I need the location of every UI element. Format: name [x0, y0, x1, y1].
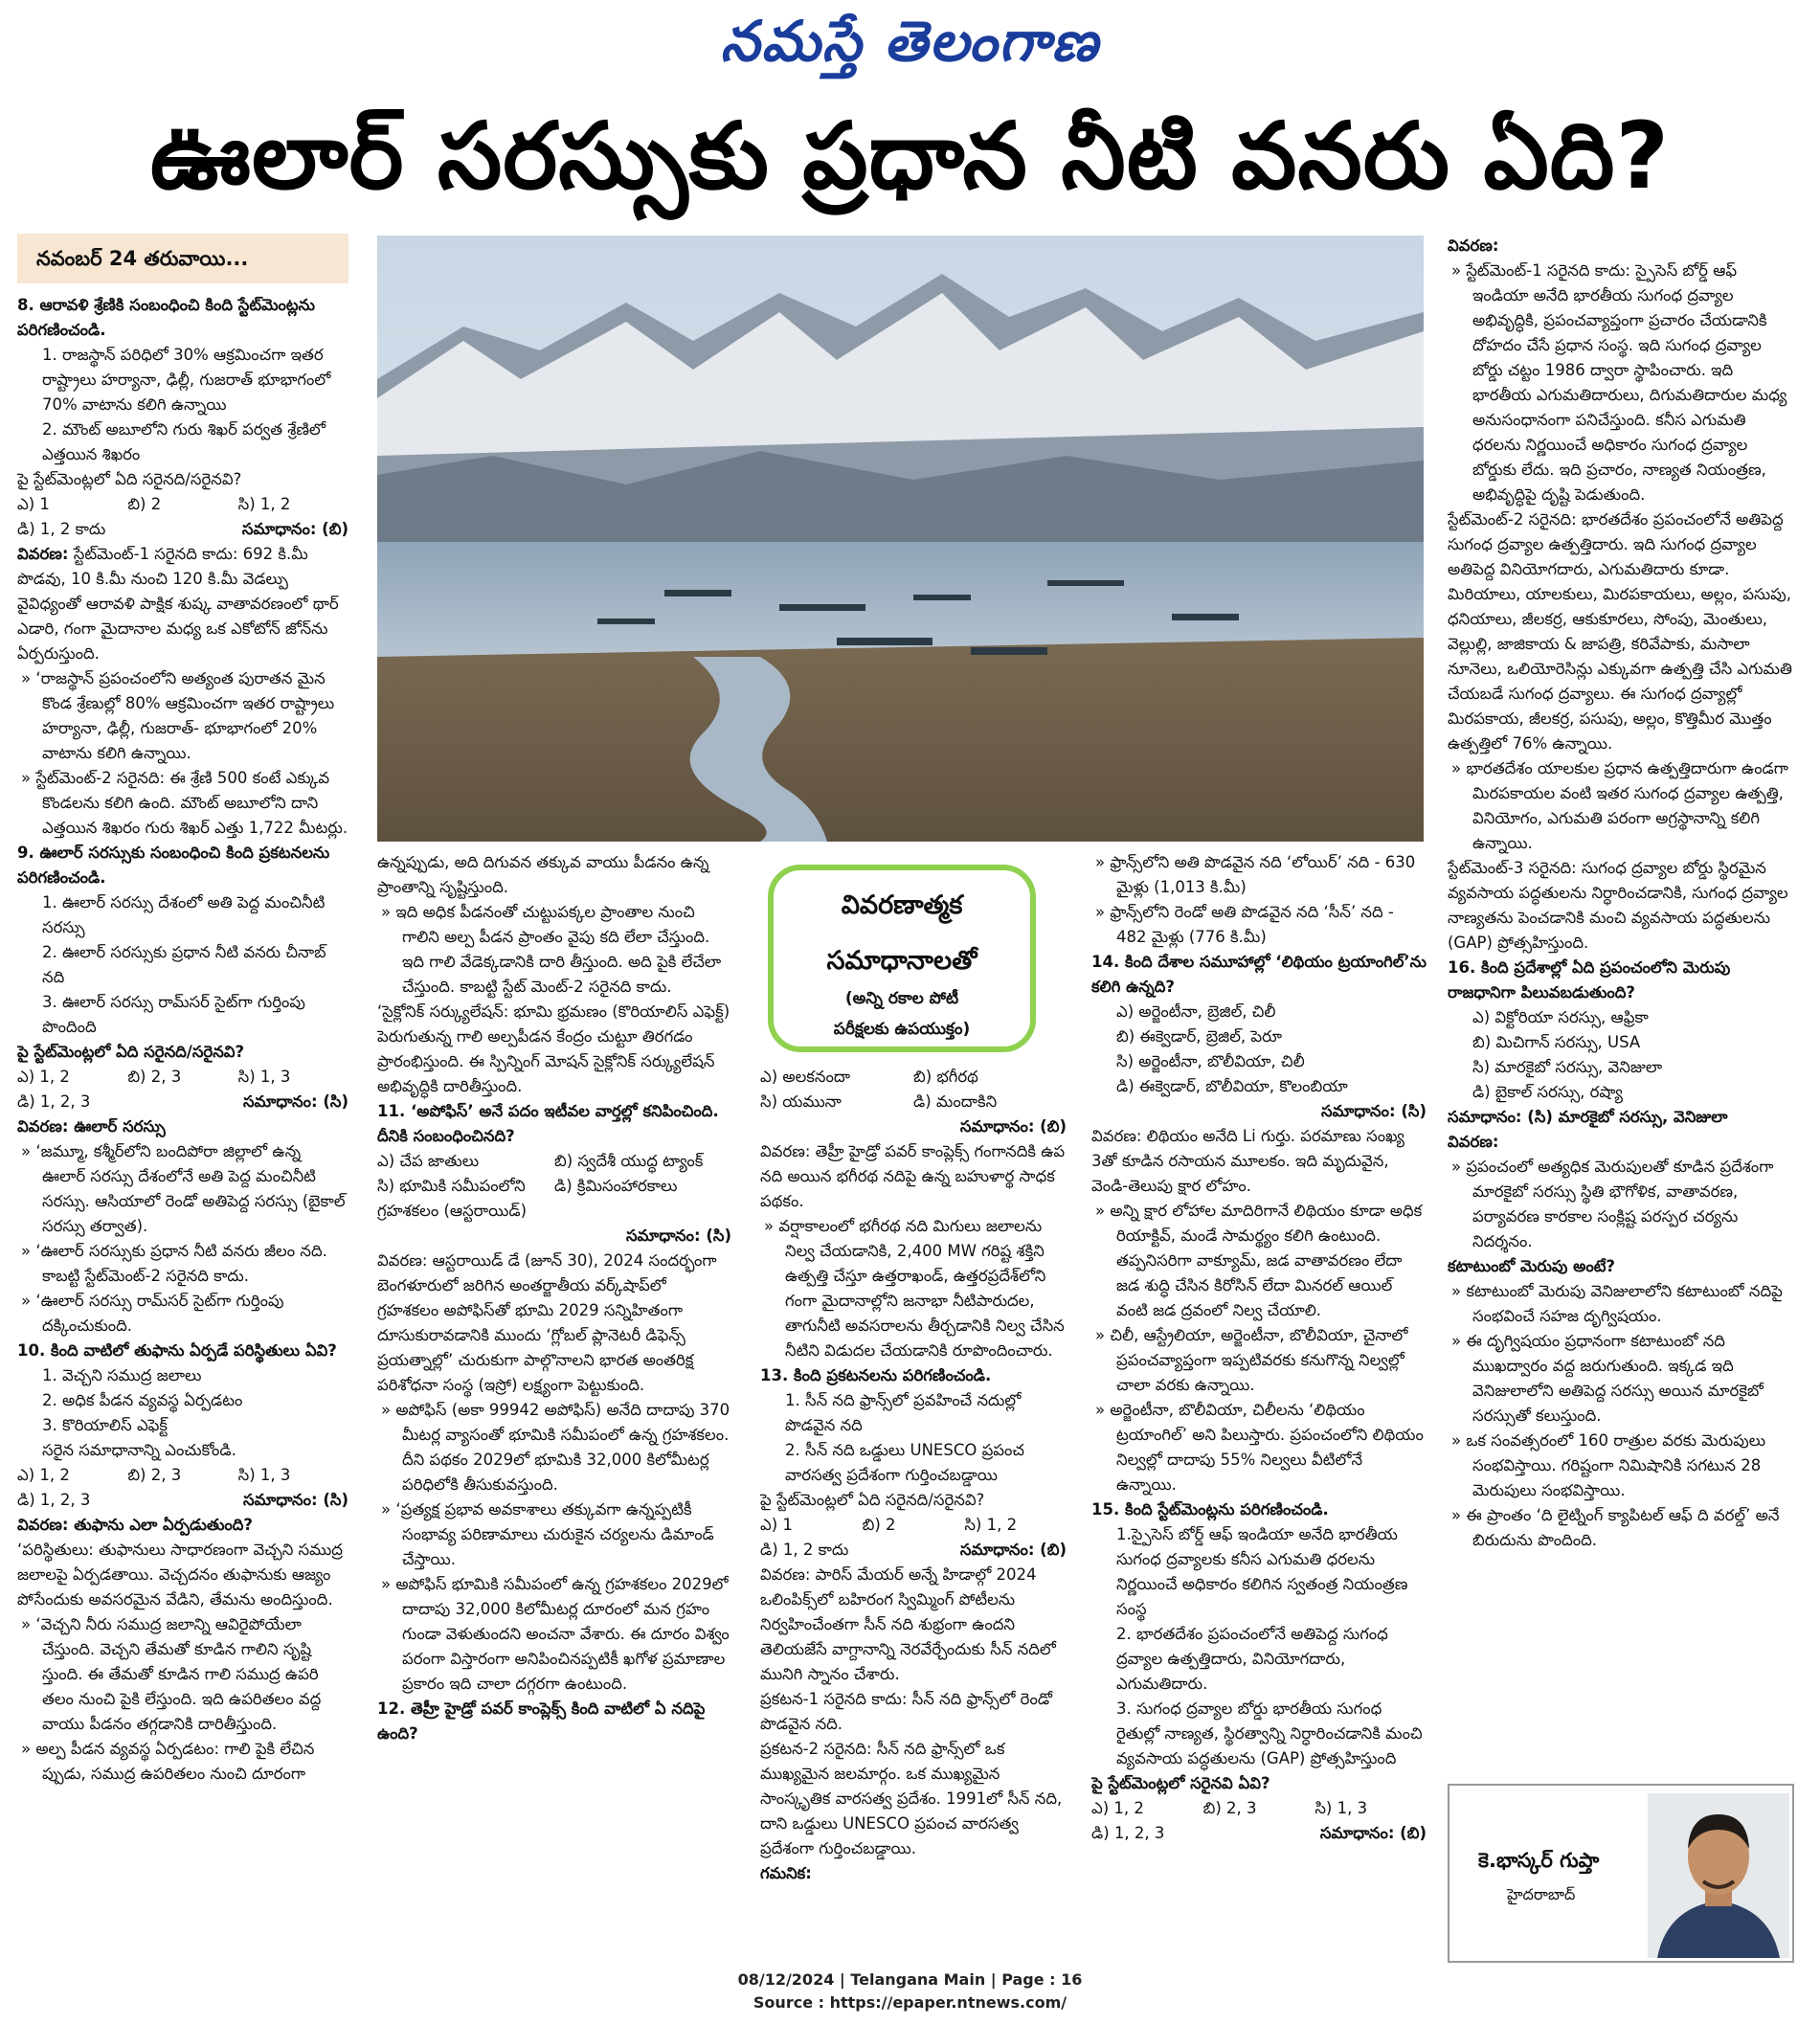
explanation-13-text-2: ప్రకటన-1 సరైనది కాదు: సీన్ నది ఫ్రాన్స్‌లో రెండో పొడవైన నది. — [760, 1690, 1052, 1733]
option-a: ఎ) 1 — [17, 495, 50, 513]
explanation-13-note: గమనిక: — [760, 1864, 812, 1882]
bullet-text: ‘జమ్మూ, కశ్మీర్‌లోని బందిపోరా జిల్లాలో ఉన్న ఊలార్ సరస్సు దేశంలోనే అతి పెద్ద మంచినీటి సరస్సు. ఆసియాలో రెండో అతిపెద్ద సరస్సు (బైకాల్ సరస్సు తర్వాత). — [35, 1142, 346, 1235]
option-c: సి) అర్జెంటీనా, బొలీవియా, చిలీ — [1116, 1052, 1305, 1070]
bullet-text: ప్రపంచంలో అత్యధిక మెరుపులతో కూడిన ప్రదేశంగా మారకైబో సరస్సు స్థితి భౌగోళిక, వాతావరణ, పర్యావరణ కారకాల సంక్లిష్ట పరస్పర చర్యను నిదర్శనం. — [1466, 1158, 1774, 1250]
answer: సమాధానం: (సి) — [243, 1491, 348, 1509]
column-4 — [1091, 850, 1427, 1961]
column-3 — [760, 1065, 1067, 1961]
bullet-text: స్టేట్‌మెంట్-2 సరైనది: ఈ శ్రేణి 500 కంటే ఎక్కువ కొండలను కలిగి ఉంది. మౌంట్ అబూలోని దాని ఎత్తయిన శిఖరం గురు శిఖర్ ఎత్తు 1,722 మీటర్లు. — [35, 769, 348, 837]
footer-source-line: Source : https://epaper.ntnews.com/ — [753, 1993, 1067, 2012]
question-10-statement-1: 1. వెచ్చని సముద్ర జలాలు — [42, 1366, 202, 1384]
question-15-answer-row — [1091, 1821, 1427, 1846]
col2-bullet-1: » ఇది అధిక పీడనంతో చుట్టుపక్కల ప్రాంతాల నుంచి గాలిని అల్ప పీడన ప్రాంతం వైపు కది లేలా చేస్తుంది. ఇది గాలి వేడెక్కడానికి దారి తీస్తుంది. అది పైకి లేచేలా చేస్తుంది. కాబట్టి స్టేట్ మెంట్-2 సరైనది కాదు. — [381, 903, 722, 996]
author-name: కె.భాస్కర్ గుప్తా — [1478, 1849, 1600, 1872]
footer-edition-line: 08/12/2024 | Telangana Main | Page : 16 — [737, 1970, 1083, 1989]
avatar — [1648, 1793, 1789, 1958]
question-10-title: 10. కింది వాటిలో తుఫాను ఏర్పడే పరిస్థితులు ఏవి? — [17, 1341, 337, 1360]
explanation-11-bullet-2: » ‘ప్రత్యక్ష ప్రభావ అవకాశాలు తక్కువగా ఉన్నప్పటికీ సంభావ్య పరిణామాలు చురుకైన చర్యలను డిమాండ్ చేస్తాయి. — [381, 1500, 714, 1568]
question-8-title: 8. ఆరావళి శ్రేణికి సంబంధించి కింది స్టేట్‌మెంట్లను పరిగణించండి. — [17, 296, 315, 339]
explanation-16-bullet-1: » ప్రపంచంలో అత్యధిక మెరుపులతో కూడిన ప్రదేశంగా మారకైబో సరస్సు స్థితి భౌగోళిక, వాతావరణ, పర్యావరణ కారకాల సంక్లిష్ట పరస్పర చర్యను నిదర్శనం. — [1451, 1158, 1774, 1250]
option-d: డి) 1, 2, 3 — [17, 1491, 91, 1509]
option-c: సి) 1, 3 — [1314, 1799, 1368, 1817]
option-d: డి) 1, 2, 3 — [1091, 1824, 1165, 1842]
question-8-options — [17, 492, 348, 517]
question-15-statement-2: 2. భారతదేశం ప్రపంచంలోనే అతిపెద్ద సుగంధ ద్రవ్యాల ఉత్పత్తిదారు, వినియోగదారు, ఎగుమతిదారు. — [1116, 1625, 1388, 1693]
explanation-10-lead: వివరణ: తుఫాను ఎలా ఏర్పడుతుంది? — [17, 1516, 253, 1534]
explanation-lead: వివరణ: — [17, 545, 69, 563]
col2-text-1: ఉన్నప్పుడు, అది దిగువన తక్కువ వాయు పీడనం ఉన్న ప్రాంతాన్ని సృష్టిస్తుంది. — [377, 853, 709, 896]
bullet-text: ‘వెచ్చని నీరు సముద్ర జలాన్ని ఆవిరైపోయేలా చేస్తుంది. వెచ్చని తేమతో కూడిన గాలిని సృష్టి స్తుంది. ఈ తేమతో కూడిన గాలి సముద్ర ఉపరి తలం నుంచి పైకి లేస్తుంది. ఇది ఉపరితలం వద్ద వాయు పీడనం తగ్గడానికి దారితీస్తుంది. — [35, 1615, 322, 1733]
bullet-text: ఈ దృగ్విషయం ప్రధానంగా కటాటుంబో నది ముఖద్వారం వద్ద జరుగుతుంది. ఇక్కడ ఇది వెనిజులాలోని అతిపెద్ద సరస్సు అయిన మారకైబో సరస్సుతో కలుస్తుంది. — [1466, 1332, 1764, 1425]
bubble-line-1: వివరణాత్మక — [841, 890, 963, 920]
option-b: బి) భగీరథ — [913, 1068, 978, 1086]
option-d: డి) 1, 2 కాదు — [760, 1541, 849, 1559]
author-portrait-icon — [1648, 1793, 1789, 1958]
option-d: డి) 1, 2 కాదు — [17, 520, 106, 538]
explanation-16-bullet-3: » ఈ దృగ్విషయం ప్రధానంగా కటాటుంబో నది ముఖద్వారం వద్ద జరుగుతుంది. ఇక్కడ ఇది వెనిజులాలోని అతిపెద్ద సరస్సు అయిన మారకైబో సరస్సుతో కలుస్తుంది. — [1451, 1332, 1764, 1425]
question-16-title: 16. కింది ప్రదేశాల్లో ఏది ప్రపంచంలోని మెరుపు రాజధానిగా పిలువబడుతుంది? — [1448, 958, 1731, 1001]
question-8-statement-2: 2. మౌంట్ అబూలోని గురు శిఖర్ పర్వత శ్రేణిలో ఎత్తయిన శిఖరం — [42, 420, 326, 463]
question-15-statement-3: 3. సుగంధ ద్రవ్యాల బోర్డు భారతీయ సుగంధ రైతుల్లో నాణ్యత, స్థిరత్వాన్ని నిర్ధారించడానికి మంచి వ్యవసాయ పద్ధతులను (GAP) ప్రోత్సహిస్తుంది — [1116, 1699, 1423, 1767]
option-d: డి) బైకాల్ సరస్సు, రష్యా — [1472, 1083, 1623, 1101]
option-d: డి) క్రిమిసంహారకాలు — [554, 1177, 678, 1195]
answer: సమాధానం: (బి) — [959, 1117, 1067, 1136]
option-b: బి) స్వదేశీ యుద్ధ ట్యాంక్ — [554, 1152, 704, 1170]
question-13-answer-row — [760, 1538, 1067, 1563]
bullet-text: భారతదేశం యాలకుల ప్రధాన ఉత్పత్తిదారుగా ఉండగా మిరపకాయల వంటి ఇతర సుగంధ ద్రవ్యాల ఉత్పత్తి, వినియోగం, ఎగుమతి పరంగా అగ్రస్థానాన్ని కలిగి ఉన్నాయి. — [1466, 759, 1788, 852]
explanation-8-bullet-2: » స్టేట్‌మెంట్-2 సరైనది: ఈ శ్రేణి 500 కంటే ఎక్కువ కొండలను కలిగి ఉంది. మౌంట్ అబూలోని దాని ఎత్తయిన శిఖరం గురు శిఖర్ ఎత్తు 1,722 మీటర్లు. — [21, 769, 348, 837]
explanation-14-bullet-3: » అర్జెంటీనా, బొలీవియా, చిలీలను ‘లిథియం ట్రయాంగిల్’ అని పిలుస్తారు. ప్రపంచంలోని లిథియం నిల్వల్లో దాదాపు 55% నిల్వలు వీటిలోనే ఉన్నాయి. — [1095, 1401, 1424, 1494]
question-9-statement-2: 2. ఊలార్ సరస్సుకు ప్రధాన నీటి వనరు చీనాబ్ నది — [42, 943, 326, 986]
question-15-statement-1: 1.స్పైసెస్ బోర్డ్ ఆఫ్ ఇండియా అనేది భారతీయ సుగంధ ద్రవ్యాలకు కనీస ఎగుమతి ధరలను నిర్ణయించే అధికారం కలిగిన స్వతంత్ర నియంత్రణ సంస్థ — [1116, 1525, 1408, 1618]
option-c: సి) భూమికి సమీపంలోని గ్రహశకలం (ఆస్టరాయిడ్) — [377, 1177, 528, 1220]
bullet-text: ‘ఊలార్ సరస్సుకు ప్రధాన నీటి వనరు జీలం నది. కాబట్టి స్టేట్‌మెంట్-2 సరైనది కాదు. — [35, 1242, 327, 1285]
option-b: బి) 2 — [127, 495, 162, 513]
column-5 — [1448, 234, 1792, 1775]
explanation-11-text: వివరణ: ఆస్టరాయిడ్ డే (జూన్ 30), 2024 సందర్భంగా బెంగళూరులో జరిగిన అంతర్జాతీయ వర్క్‌షాప్‌లో గ్రహశకలం అపోఫిస్‌తో భూమి 2029 సన్నిహితంగా దూసుకురావడానికి ముందు ‘గ్లోబల్ ప్లానెటరీ డిఫెన్స్ ప్రయత్నాల్లో’ చురుకుగా పాల్గొనాలని భారత అంతరిక్ష పరిశోధనా సంస్థ (ఇస్రో) లక్ష్యంగా పెట్టుకుంది. — [377, 1251, 717, 1394]
question-10-answer-row — [17, 1488, 348, 1513]
question-10-ask: సరైన సమాధానాన్ని ఎంచుకోండి. — [42, 1441, 236, 1459]
option-c: సి) యమునా — [760, 1092, 842, 1111]
explanation-12-bullet-1: » వర్షాకాలంలో భగీరథ నది మిగులు జలాలను నిల్వ చేయడానికి, 2,400 MW గరిష్ట శక్తిని ఉత్పత్తి చేస్తూ ఉత్తరాఖండ్, ఉత్తరప్రదేశ్‌లోని గంగా మైదానాల్లోని జనాభా నీటిపారుదల, తాగునీటి అవసరాలను తీర్చడానికి నిల్వ చేసిన నీటిని విడుదల చేయడానికి రూపొందించారు. — [764, 1217, 1065, 1360]
explanation-10-bullet-1: » ‘వెచ్చని నీరు సముద్ర జలాన్ని ఆవిరైపోయేలా చేస్తుంది. వెచ్చని తేమతో కూడిన గాలిని సృష్టి స్తుంది. ఈ తేమతో కూడిన గాలి సముద్ర ఉపరి తలం నుంచి పైకి లేస్తుంది. ఇది ఉపరితలం వద్ద వాయు పీడనం తగ్గడానికి దారితీస్తుంది. — [21, 1615, 322, 1733]
question-13-options — [760, 1513, 1067, 1538]
explanation-12-text: వివరణ: తెహ్రీ హైడ్రో పవర్ కాంప్లెక్స్ గంగానదికి ఉప నది అయిన భగీరథ నదిపై ఉన్న బహుళార్థ సాధక పథకం. — [760, 1142, 1066, 1210]
question-15-options — [1091, 1796, 1427, 1821]
explanation-16-bullet-2: » కటాటుంబో మెరుపు వెనిజులాలోని కటాటుంబో నదిపై సంభవించే సహజ దృగ్విషయం. — [1451, 1282, 1783, 1325]
option-c: సి) 1, 3 — [237, 1466, 291, 1484]
answer: సమాధానం: (బి) — [959, 1541, 1067, 1559]
answer: సమాధానం: (సి) — [626, 1226, 731, 1245]
option-b: బి) 2, 3 — [1202, 1799, 1257, 1817]
explanation-15-bullet-2: » భారతదేశం యాలకుల ప్రధాన ఉత్పత్తిదారుగా ఉండగా మిరపకాయల వంటి ఇతర సుగంధ ద్రవ్యాల ఉత్పత్తి, వినియోగం, ఎగుమతి పరంగా అగ్రస్థానాన్ని కలిగి ఉన్నాయి. — [1451, 759, 1788, 852]
bullet-text: ఫ్రాన్స్‌లోని రెండో అతి పొడవైన నది ‘సీన్’ నది - 482 మైళ్లు (776 కి.మీ) — [1110, 903, 1394, 946]
explanation-8-text: స్టేట్‌మెంట్-1 సరైనది కాదు: 692 కి.మీ పొడవు, 10 కి.మీ నుంచి 120 కి.మీ వెడల్పు వైవిధ్యంతో ఆరావళి పాక్షిక శుష్క వాతావరణంలో థార్ ఎడారి, గంగా మైదానాల మధ్య ఒక ఎకోటోన్ జోన్‌ను ఏర్పరుస్తుంది. — [17, 545, 339, 663]
explanation-10-text: ‘పరిస్థితులు: తుఫానులు సాధారణంగా వెచ్చని సముద్ర జలాలపై ఏర్పడతాయి. వెచ్చదనం తుఫానుకు ఆజ్యం పోసేందుకు అవసరమైన వేడిని, తేమను అందిస్తుంది. — [17, 1541, 343, 1609]
bubble-line-4: పరీక్షలకు ఉపయుక్తం) — [833, 1020, 971, 1039]
col4-bullet-1: » ఫ్రాన్స్‌లోని అతి పొడవైన నది ‘లోయిర్’ నది - 630 మైళ్లు (1,013 కి.మీ) — [1095, 853, 1416, 896]
explanation-16-heading: కటాటుంబో మెరుపు అంటే? — [1448, 1257, 1616, 1275]
question-9-title: 9. ఊలార్ సరస్సుకు సంబంధించి కింది ప్రకటనలను పరిగణించండి. — [17, 844, 330, 887]
question-9-answer-row — [17, 1090, 348, 1114]
question-8-answer-row — [17, 517, 348, 542]
option-a: ఎ) అర్జెంటీనా, బ్రెజిల్, చిలీ — [1116, 1002, 1276, 1021]
question-9-ask: పై స్టేట్‌మెంట్లలో ఏది సరైనది/సరైనవి? — [17, 1043, 245, 1061]
explanation-15-lead: వివరణ: — [1448, 236, 1499, 255]
bullet-text: ఈ ప్రాంతం ‘ది లైట్నింగ్ క్యాపిటల్ ఆఫ్ ది వరల్డ్’ అనే బిరుదును పొందింది. — [1466, 1506, 1780, 1549]
option-c: సి) 1, 3 — [237, 1068, 291, 1086]
option-d: డి) మందాకిని — [913, 1092, 998, 1111]
option-a: ఎ) 1 — [760, 1516, 793, 1534]
explanation-11-bullet-3: » అపోఫిస్ భూమికి సమీపంలో ఉన్న గ్రహశకలం 2029లో దాదాపు 32,000 కిలోమీటర్ల దూరంలో మన గ్రహం గుండా వెళుతుందని అంచనా వేశారు. ఈ దూరం విశ్వం పరంగా విస్తారంగా అనిపించినప్పటికీ ఖగోళ ప్రమాణాల ప్రకారం ఇది చాలా దగ్గరగా ఉంటుంది. — [381, 1575, 730, 1693]
explanation-16-bullet-4: » ఒక సంవత్సరంలో 160 రాత్రుల వరకు మెరుపులు సంభవిస్తాయి. గరిష్టంగా నిమిషానికి సగటున 28 మెరుపులు సంభవిస్తాయి. — [1451, 1431, 1766, 1499]
explanation-14-bullet-2: » చిలీ, ఆస్ట్రేలియా, అర్జెంటీనా, బొలీవియా, చైనాలో ప్రపంచవ్యాప్తంగా ఇప్పటివరకు కనుగొన్న నిల్వల్లో చాలా వరకు ఉన్నాయి. — [1095, 1326, 1408, 1394]
lake-photo — [377, 236, 1424, 842]
option-b: బి) 2 — [862, 1516, 896, 1534]
col4-bullet-2: » ఫ్రాన్స్‌లోని రెండో అతి పొడవైన నది ‘సీన్’ నది - 482 మైళ్లు (776 కి.మీ) — [1095, 903, 1394, 946]
option-c: సి) మారకైబో సరస్సు, వెనిజులా — [1472, 1058, 1663, 1076]
explanation-16-bullet-5: » ఈ ప్రాంతం ‘ది లైట్నింగ్ క్యాపిటల్ ఆఫ్ ది వరల్డ్’ అనే బిరుదును పొందింది. — [1451, 1506, 1780, 1549]
question-14-title: 14. కింది దేశాల సమూహాల్లో ‘లిథియం ట్రయాంగిల్’ను కలిగి ఉన్నది? — [1091, 953, 1427, 996]
option-b: బి) ఈక్వెడార్, బ్రెజిల్, పెరూ — [1116, 1027, 1282, 1046]
bullet-text: ఫ్రాన్స్‌లోని అతి పొడవైన నది ‘లోయిర్’ నది - 630 మైళ్లు (1,013 కి.మీ) — [1110, 853, 1416, 896]
explanation-13-text-3: ప్రకటన-2 సరైనది: సీన్ నది ఫ్రాన్స్‌లో ఒక ముఖ్యమైన జలమార్గం. ఒక ముఖ్యమైన సాంస్కృతిక వారసత్వ ప్రదేశం. 1991లో సీన్ నది, దాని ఒడ్డులు UNESCO ప్రపంచ వారసత్వ ప్రదేశంగా గుర్తించబడ్డాయి. — [760, 1740, 1063, 1857]
option-a: ఎ) విక్టోరియా సరస్సు, ఆఫ్రికా — [1472, 1008, 1649, 1026]
option-a: ఎ) 1, 2 — [17, 1466, 70, 1484]
bullet-text: వర్షాకాలంలో భగీరథ నది మిగులు జలాలను నిల్వ చేయడానికి, 2,400 MW గరిష్ట శక్తిని ఉత్పత్తి చేస్తూ ఉత్తరాఖండ్, ఉత్తరప్రదేశ్‌లోని గంగా మైదానాల్లోని జనాభా నీటిపారుదల, తాగునీటి అవసరాలను తీర్చడానికి నిల్వ చేసిన నీటిని విడుదల చేయడానికి రూపొందించారు. — [778, 1217, 1065, 1360]
explanation-14-bullet-1: » అన్ని క్షార లోహాల మాదిరిగానే లిథియం కూడా అధిక రియాక్టివ్, మండే సామర్థ్యం కలిగి ఉంటుంది. తప్పనిసరిగా వాక్యూమ్, జడ వాతావరణం లేదా జడ శుద్ధి చేసిన కిరోసిన్ లేదా మినరల్ ఆయిల్ వంటి జడ ద్రవంలో నిల్వ చేయాలి. — [1095, 1202, 1423, 1319]
question-10-options — [17, 1463, 348, 1488]
option-a: ఎ) 1, 2 — [1091, 1799, 1144, 1817]
question-9-statement-1: 1. ఊలార్ సరస్సు దేశంలో అతి పెద్ద మంచినీటి సరస్సు — [42, 893, 326, 936]
explanation-15-bullet-1: » స్టేట్‌మెంట్-1 సరైనది కాదు: స్పైసెస్ బోర్డ్ ఆఫ్ ఇండియా అనేది భారతీయ సుగంధ ద్రవ్యాల అభివృద్ధికి, ప్రపంచవ్యాప్తంగా ప్రచారం చేయడానికి దోహదం చేసే ప్రధాన సంస్థ. ఇది సుగంధ ద్రవ్యాల బోర్డు చట్టం 1986 ద్వారా స్థాపించారు. ఇది భారతీయ ఎగుమతిదారులు, దిగుమతిదారుల మధ్య అనుసంధానంగా పనిచేస్తుంది. కనీస ఎగుమతి ధరలను నిర్ణయించే అధికారం సుగంధ ద్రవ్యాల బోర్డుకు లేదు. ఇది ప్రచారం, నాణ్యత నియంత్రణ, అభివృద్ధిపై దృష్టి పెడుతుంది. — [1451, 261, 1787, 504]
question-13-title: 13. కింది ప్రకటనలను పరిగణించండి. — [760, 1366, 992, 1384]
bullet-text: అపోఫిస్ (అకా 99942 అపోఫిస్) అనేది దాదాపు 370 మీటర్ల వ్యాసంతో భూమికి సమీపంలో ఉన్న గ్రహశకలం. దీని పథకం 2029లో భూమికి 32,000 కిలోమీటర్ల పరిధిలోకి తీసుకువస్తుంది. — [395, 1401, 730, 1494]
question-15-title: 15. కింది స్టేట్‌మెంట్లను పరిగణించండి. — [1091, 1500, 1329, 1519]
question-11-options — [377, 1149, 731, 1224]
page-footer — [0, 1969, 1820, 2014]
question-13-ask: పై స్టేట్‌మెంట్లలో ఏది సరైనది/సరైనవి? — [760, 1491, 985, 1509]
bullet-text: ‘రాజస్థాన్ ప్రపంచంలోని అత్యంత పురాతన మైన కొండ శ్రేణుల్లో 80% ఆక్రమించగా ఇతర రాష్ట్రాలు హర్యానా, ఢిల్లీ, గుజరాత్- భూభాగంలో 20% వాటాను కలిగి ఉన్నాయి. — [35, 669, 335, 762]
section-tag: నవంబర్ 24 తరువాయి... — [17, 234, 348, 283]
option-b: బి) మిచిగాన్ సరస్సు, USA — [1472, 1033, 1641, 1051]
question-8-ask: పై స్టేట్‌మెంట్లలో ఏది సరైనది/సరైనవి? — [17, 470, 242, 488]
explanation-13-text-1: వివరణ: పారిస్ మేయర్ అన్నే హిడాల్గో 2024 ఒలింపిక్స్‌లో బహిరంగ స్విమ్మింగ్ పోటీలను నిర్వహించేంతగా సీన్ నది శుభ్రంగా ఉందని తెలియజేసే వాగ్దానాన్ని నెరవేర్చేందుకు సీన్ నదిలో మునిగి స్నానం చేశారు. — [760, 1565, 1056, 1683]
explanation-8-bullet-1: » ‘రాజస్థాన్ ప్రపంచంలోని అత్యంత పురాతన మైన కొండ శ్రేణుల్లో 80% ఆక్రమించగా ఇతర రాష్ట్రాలు హర్యానా, ఢిల్లీ, గుజరాత్- భూభాగంలో 20% వాటాను కలిగి ఉన్నాయి. — [21, 669, 335, 762]
answer: సమాధానం: (సి) మారకైబో సరస్సు, వెనిజులా — [1448, 1108, 1728, 1126]
answer: సమాధానం: (బి) — [1319, 1824, 1427, 1842]
bullet-text: కటాటుంబో మెరుపు వెనిజులాలోని కటాటుంబో నదిపై సంభవించే సహజ దృగ్విషయం. — [1466, 1282, 1783, 1325]
explanation-16-lead: వివరణ: — [1448, 1133, 1499, 1151]
question-12-options — [760, 1065, 1067, 1114]
explanation-15-text-1: స్టేట్‌మెంట్-2 సరైనది: భారతదేశం ప్రపంచంలోనే అతిపెద్ద సుగంధ ద్రవ్యాల ఉత్పత్తిదారు. ఇది సుగంధ ద్రవ్యాల అతిపెద్ద వినియోగదారు, ఎగుమతిదారు కూడా. మిరియాలు, యాలకులు, మిరపకాయలు, అల్లం, పసుపు, ధనియాలు, జీలకర్ర, ఆకుకూరలు, సోంపు, మెంతులు, వెల్లుల్లి, జాజికాయ & జాపత్రి, కరివేపాకు, మసాలా నూనెలు, ఒలియోరెసిన్లు ఎక్కువగా ఉత్పత్తి చేసి ఎగుమతి చేయబడే సుగంధ ద్రవ్యాలు. ఈ సుగంధ ద్రవ్యాల్లో మిరపకాయ, జీలకర్ర, పసుపు, అల్లం, కొత్తిమీర మొత్తం ఉత్పత్తిలో 76% ఉన్నాయి. — [1448, 510, 1792, 753]
question-13-statement-1: 1. సీన్ నది ఫ్రాన్స్‌లో ప్రవహించే నదుల్లో పొడవైన నది — [785, 1391, 1022, 1434]
column-2 — [377, 850, 731, 1961]
author-box — [1448, 1784, 1794, 1963]
answer: సమాధానం: (సి) — [1321, 1102, 1427, 1120]
option-b: బి) 2, 3 — [127, 1068, 182, 1086]
bullet-text: అల్ప పీడన వ్యవస్థ ఏర్పడటం: గాలి పైకి లేచిన ప్పుడు, సముద్ర ఉపరితలం నుంచి దూరంగా — [35, 1740, 315, 1783]
question-10-statement-3: 3. కొరియాలిస్ ఎఫెక్ట్ — [42, 1416, 169, 1434]
bullet-text: అన్ని క్షార లోహాల మాదిరిగానే లిథియం కూడా అధిక రియాక్టివ్, మండే సామర్థ్యం కలిగి ఉంటుంది. తప్పనిసరిగా వాక్యూమ్, జడ వాతావరణం లేదా జడ శుద్ధి చేసిన కిరోసిన్ లేదా మినరల్ ఆయిల్ వంటి జడ ద్రవంలో నిల్వ చేయాలి. — [1110, 1202, 1423, 1319]
explanation-9-bullet-2: » ‘ఊలార్ సరస్సుకు ప్రధాన నీటి వనరు జీలం నది. కాబట్టి స్టేట్‌మెంట్-2 సరైనది కాదు. — [21, 1242, 327, 1285]
col2-text-2: ‘సైక్లోనిక్ సర్క్యులేషన్: భూమి భ్రమణం (కొరియాలిస్ ఎఫెక్ట్) పెరుగుతున్న గాలి అల్పపీడన కేంద్రం చుట్టూ తిరగడం ప్రారంభిస్తుంది. ఈ స్పిన్నింగ్ మోషన్ సైక్లోనిక్ సర్క్యులేషన్ అభివృద్ధికి దారితీస్తుంది. — [377, 1002, 730, 1095]
page-headline: ఊలార్ సరస్సుకు ప్రధాన నీటి వనరు ఏది? — [149, 102, 1671, 210]
option-c: సి) 1, 2 — [237, 495, 291, 513]
bubble-line-2: సమాధానాలతో — [826, 946, 977, 976]
bullet-text: స్టేట్‌మెంట్-1 సరైనది కాదు: స్పైసెస్ బోర్డ్ ఆఫ్ ఇండియా అనేది భారతీయ సుగంధ ద్రవ్యాల అభివృద్ధికి, ప్రపంచవ్యాప్తంగా ప్రచారం చేయడానికి దోహదం చేసే ప్రధాన సంస్థ. ఇది సుగంధ ద్రవ్యాల బోర్డు చట్టం 1986 ద్వారా స్థాపించారు. ఇది భారతీయ ఎగుమతిదారులు, దిగుమతిదారుల మధ్య అనుసంధానంగా పనిచేస్తుంది. కనీస ఎగుమతి ధరలను నిర్ణయించే అధికారం సుగంధ ద్రవ్యాల బోర్డుకు లేదు. ఇది ప్రచారం, నాణ్యత నియంత్రణ, అభివృద్ధిపై దృష్టి పెడుతుంది. — [1466, 261, 1787, 504]
author-city: హైదరాబాద్ — [1507, 1885, 1576, 1903]
question-9-options — [17, 1065, 348, 1090]
bubble-line-3: (అన్ని రకాల పోటీ — [844, 989, 959, 1008]
question-12-title: 12. తెహ్రీ హైడ్రో పవర్ కాంప్లెక్స్ కింది వాటిలో ఏ నదిపై ఉంది? — [377, 1699, 706, 1743]
bullet-text: అర్జెంటీనా, బొలీవియా, చిలీలను ‘లిథియం ట్రయాంగిల్’ అని పిలుస్తారు. ప్రపంచంలోని లిథియం నిల్వల్లో దాదాపు 55% నిల్వలు వీటిలోనే ఉన్నాయి. — [1110, 1401, 1424, 1494]
option-b: బి) 2, 3 — [127, 1466, 182, 1484]
question-10-statement-2: 2. అధిక పీడన వ్యవస్థ ఏర్పడటం — [42, 1391, 243, 1409]
option-a: ఎ) 1, 2 — [17, 1068, 70, 1086]
bullet-text: ‘ప్రత్యక్ష ప్రభావ అవకాశాలు తక్కువగా ఉన్నప్పటికీ సంభావ్య పరిణామాలు చురుకైన చర్యలను డిమాండ్ చేస్తాయి. — [395, 1500, 714, 1568]
explanation-9-bullet-3: » ‘ఊలార్ సరస్సు రామ్‌సర్ సైట్‌గా గుర్తింపు దక్కించుకుంది. — [21, 1292, 284, 1335]
option-a: ఎ) చేప జాతులు — [377, 1152, 480, 1170]
option-d: డి) 1, 2, 3 — [17, 1092, 91, 1111]
option-c: సి) 1, 2 — [964, 1516, 1018, 1534]
explanation-14-text: వివరణ: లిథియం అనేది Li గుర్తు. పరమాణు సంఖ్య 3తో కూడిన రసాయన మూలకం. ఇది మృదువైన, వెండి-తెలుపు క్షార లోహం. — [1091, 1127, 1404, 1195]
explanation-9-bullet-1: » ‘జమ్మూ, కశ్మీర్‌లోని బందిపోరా జిల్లాలో ఉన్న ఊలార్ సరస్సు దేశంలోనే అతి పెద్ద మంచినీటి సరస్సు. ఆసియాలో రెండో అతిపెద్ద సరస్సు (బైకాల్ సరస్సు తర్వాత). — [21, 1142, 346, 1235]
masthead-logo: నమస్తే తెలంగాణ — [720, 9, 1100, 74]
bullet-text: ‘ఊలార్ సరస్సు రామ్‌సర్ సైట్‌గా గుర్తింపు దక్కించుకుంది. — [35, 1292, 284, 1335]
answer: సమాధానం: (బి) — [241, 520, 348, 538]
question-8-statement-1: 1. రాజస్థాన్ పరిధిలో 30% ఆక్రమించగా ఇతర రాష్ట్రాలు హర్యానా, ఢిల్లీ, గుజరాత్ భూభాగంలో 70% వాటాను కలిగి ఉన్నాయి — [42, 346, 331, 414]
bullet-text: ఇది అధిక పీడనంతో చుట్టుపక్కల ప్రాంతాల నుంచి గాలిని అల్ప పీడన ప్రాంతం వైపు కది లేలా చేస్తుంది. ఇది గాలి వేడెక్కడానికి దారి తీస్తుంది. అది పైకి లేచేలా చేస్తుంది. కాబట్టి స్టేట్ మెంట్-2 సరైనది కాదు. — [395, 903, 722, 996]
explanation-11-bullet-1: » అపోఫిస్ (అకా 99942 అపోఫిస్) అనేది దాదాపు 370 మీటర్ల వ్యాసంతో భూమికి సమీపంలో ఉన్న గ్రహశకలం. దీని పథకం 2029లో భూమికి 32,000 కిలోమీటర్ల పరిధిలోకి తీసుకువస్తుంది. — [381, 1401, 730, 1494]
question-9-statement-3: 3. ఊలార్ సరస్సు రామ్‌సర్ సైట్‌గా గుర్తింపు పొందింది — [42, 993, 305, 1036]
explanation-15-text-2: స్టేట్‌మెంట్-3 సరైనది: సుగంధ ద్రవ్యాల బోర్డు స్థిరమైన వ్యవసాయ పద్ధతులను నిర్ధారించడానికి, సుగంధ ద్రవ్యాల నాణ్యతను పెంచడానికి మంచి వ్యవసాయ పద్ధతులను (GAP) ప్రోత్సహిస్తుంది. — [1448, 859, 1788, 952]
option-d: డి) ఈక్వెడార్, బొలీవియా, కొలంబియా — [1116, 1077, 1348, 1095]
explanation-9-lead: వివరణ: ఊలార్ సరస్సు — [17, 1117, 166, 1136]
feature-bubble — [768, 865, 1036, 1052]
bullet-text: ఒక సంవత్సరంలో 160 రాత్రుల వరకు మెరుపులు సంభవిస్తాయి. గరిష్టంగా నిమిషానికి సగటున 28 మెరుపులు సంభవిస్తాయి. — [1466, 1431, 1766, 1499]
bullet-text: చిలీ, ఆస్ట్రేలియా, అర్జెంటీనా, బొలీవియా, చైనాలో ప్రపంచవ్యాప్తంగా ఇప్పటివరకు కనుగొన్న నిల్వల్లో చాలా వరకు ఉన్నాయి. — [1110, 1326, 1408, 1394]
question-13-statement-2: 2. సీన్ నది ఒడ్డులు UNESCO ప్రపంచ వారసత్వ ప్రదేశంగా గుర్తించబడ్డాయి — [785, 1441, 1024, 1484]
answer: సమాధానం: (సి) — [243, 1092, 348, 1111]
question-15-ask: పై స్టేట్‌మెంట్లలో సరైనవి ఏవి? — [1091, 1774, 1270, 1792]
question-11-title: 11. ‘అపోఫిస్’ అనే పదం ఇటీవల వార్తల్లో కనిపించింది. దీనికి సంబంధించినది? — [377, 1102, 719, 1145]
option-a: ఎ) అలకనందా — [760, 1068, 851, 1086]
bullet-text: అపోఫిస్ భూమికి సమీపంలో ఉన్న గ్రహశకలం 2029లో దాదాపు 32,000 కిలోమీటర్ల దూరంలో మన గ్రహం గుండా వెళుతుందని అంచనా వేశారు. ఈ దూరం విశ్వం పరంగా విస్తారంగా అనిపించినప్పటికీ ఖగోళ ప్రమాణాల ప్రకారం ఇది చాలా దగ్గరగా ఉంటుంది. — [395, 1575, 730, 1693]
explanation-10-bullet-2: » అల్ప పీడన వ్యవస్థ ఏర్పడటం: గాలి పైకి లేచిన ప్పుడు, సముద్ర ఉపరితలం నుంచి దూరంగా — [21, 1740, 315, 1783]
column-1 — [17, 293, 348, 1959]
lake-photo-illustration — [377, 236, 1424, 842]
